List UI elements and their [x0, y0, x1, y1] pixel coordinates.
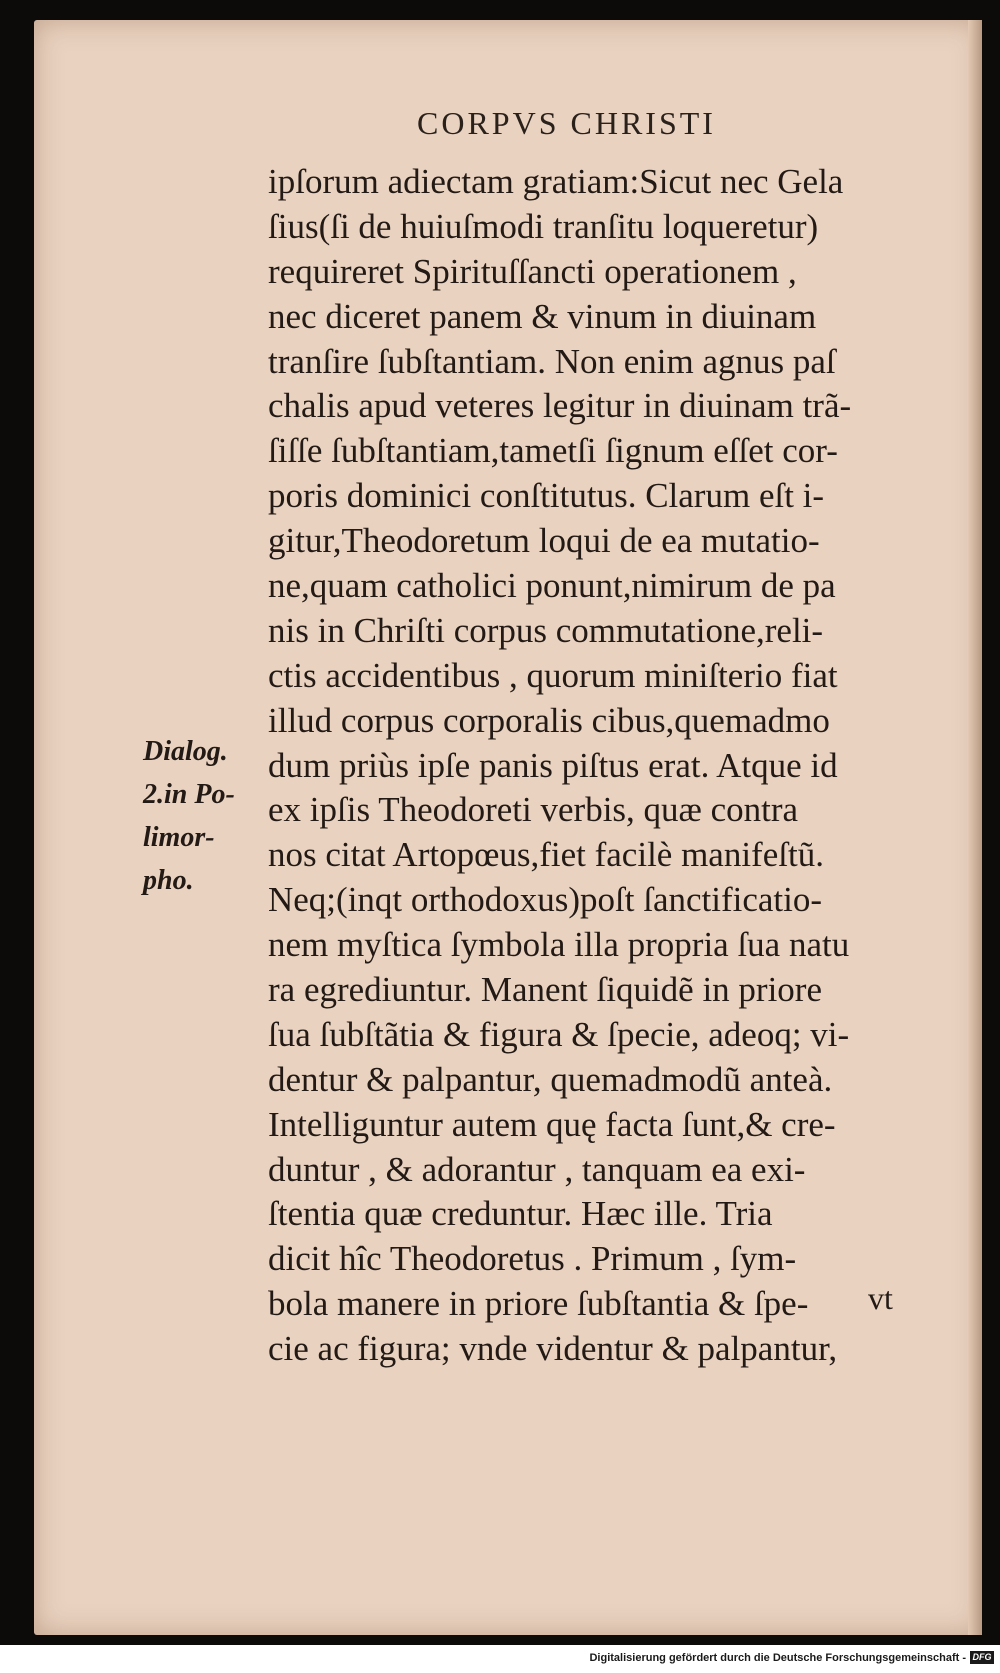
text-line: ra egrediuntur. Manent ſiquidẽ in priore	[268, 970, 823, 1010]
margin-note-line: pho.	[143, 865, 194, 896]
text-line: Intelliguntur autem quę facta ſunt,& cre-	[268, 1104, 836, 1144]
body-text	[268, 160, 958, 1372]
text-line: Neq;(inqt orthodoxus)poſt ſanctificatio-	[268, 880, 823, 920]
text-line: nec diceret panem & vinum in diuinam	[268, 296, 817, 336]
text-line: bola manere in priore ſubſtantia & ſpe-	[268, 1284, 809, 1324]
text-line: illud corpus corporalis cibus,quemadmo	[268, 700, 830, 740]
text-line: ſiſſe ſubſtantiam,tametſi ſignum eſſet cor-	[268, 431, 838, 471]
text-line: ipſorum adiectam gratiam:Sicut nec Gela	[268, 162, 844, 201]
text-line: duntur , & adorantur , tanquam ea exi-	[268, 1149, 806, 1189]
page-edge	[968, 20, 982, 1635]
catchword: vt	[868, 1280, 893, 1316]
margin-note-line: 2.in Po-	[143, 779, 235, 810]
text-line: cie ac figura; vnde videntur & palpantur,	[268, 1329, 838, 1369]
footer-credit: Digitalisierung gefördert durch die Deutsche Forschungsgemeinschaft -	[589, 1652, 966, 1664]
text-line: gitur,Theodoretum loqui de ea mutatio-	[268, 521, 820, 561]
text-line: poris dominici conſtitutus. Clarum eſt i-	[268, 476, 825, 516]
text-line: dicit hîc Theodoretus . Primum , ſym-	[268, 1239, 797, 1279]
text-line: requireret Spirituſſancti operationem ,	[268, 251, 797, 291]
text-line: dum priùs ipſe panis piſtus erat. Atque id	[268, 745, 838, 785]
dfg-logo: DFG	[970, 1651, 994, 1664]
text-line: tranſire ſubſtantiam. Non enim agnus paſ	[268, 341, 836, 381]
text-line: ex ipſis Theodoreti verbis, quæ contra	[268, 790, 799, 830]
running-head: CORPVS CHRISTI	[417, 105, 716, 141]
text-line: ſua ſubſtãtia & figura & ſpecie, adeoq; vi-	[268, 1014, 850, 1054]
margin-note	[143, 730, 235, 902]
text-line: ne,quam catholici ponunt,nimirum de pa	[268, 566, 836, 606]
text-line: nis in Chriſti corpus commutatione,reli-	[268, 610, 824, 650]
text-line: ctis accidentibus , quorum miniſterio fiat	[268, 655, 838, 695]
text-line: chalis apud veteres legitur in diuinam trã-	[268, 386, 852, 426]
margin-note-line: limor-	[143, 822, 215, 853]
text-line: ſtentia quæ creduntur. Hæc ille. Tria	[268, 1194, 773, 1234]
text-line: dentur & palpantur, quemadmodũ anteà.	[268, 1059, 833, 1099]
text-line: nos citat Artopœus,fiet facilè manifeſtũ.	[268, 835, 824, 875]
text-line: ſius(ſi de huiuſmodi tranſitu loqueretur)	[268, 206, 819, 246]
text-line: nem myſtica ſymbola illa propria ſua natu	[268, 925, 850, 965]
margin-note-line: Dialog.	[143, 736, 228, 767]
